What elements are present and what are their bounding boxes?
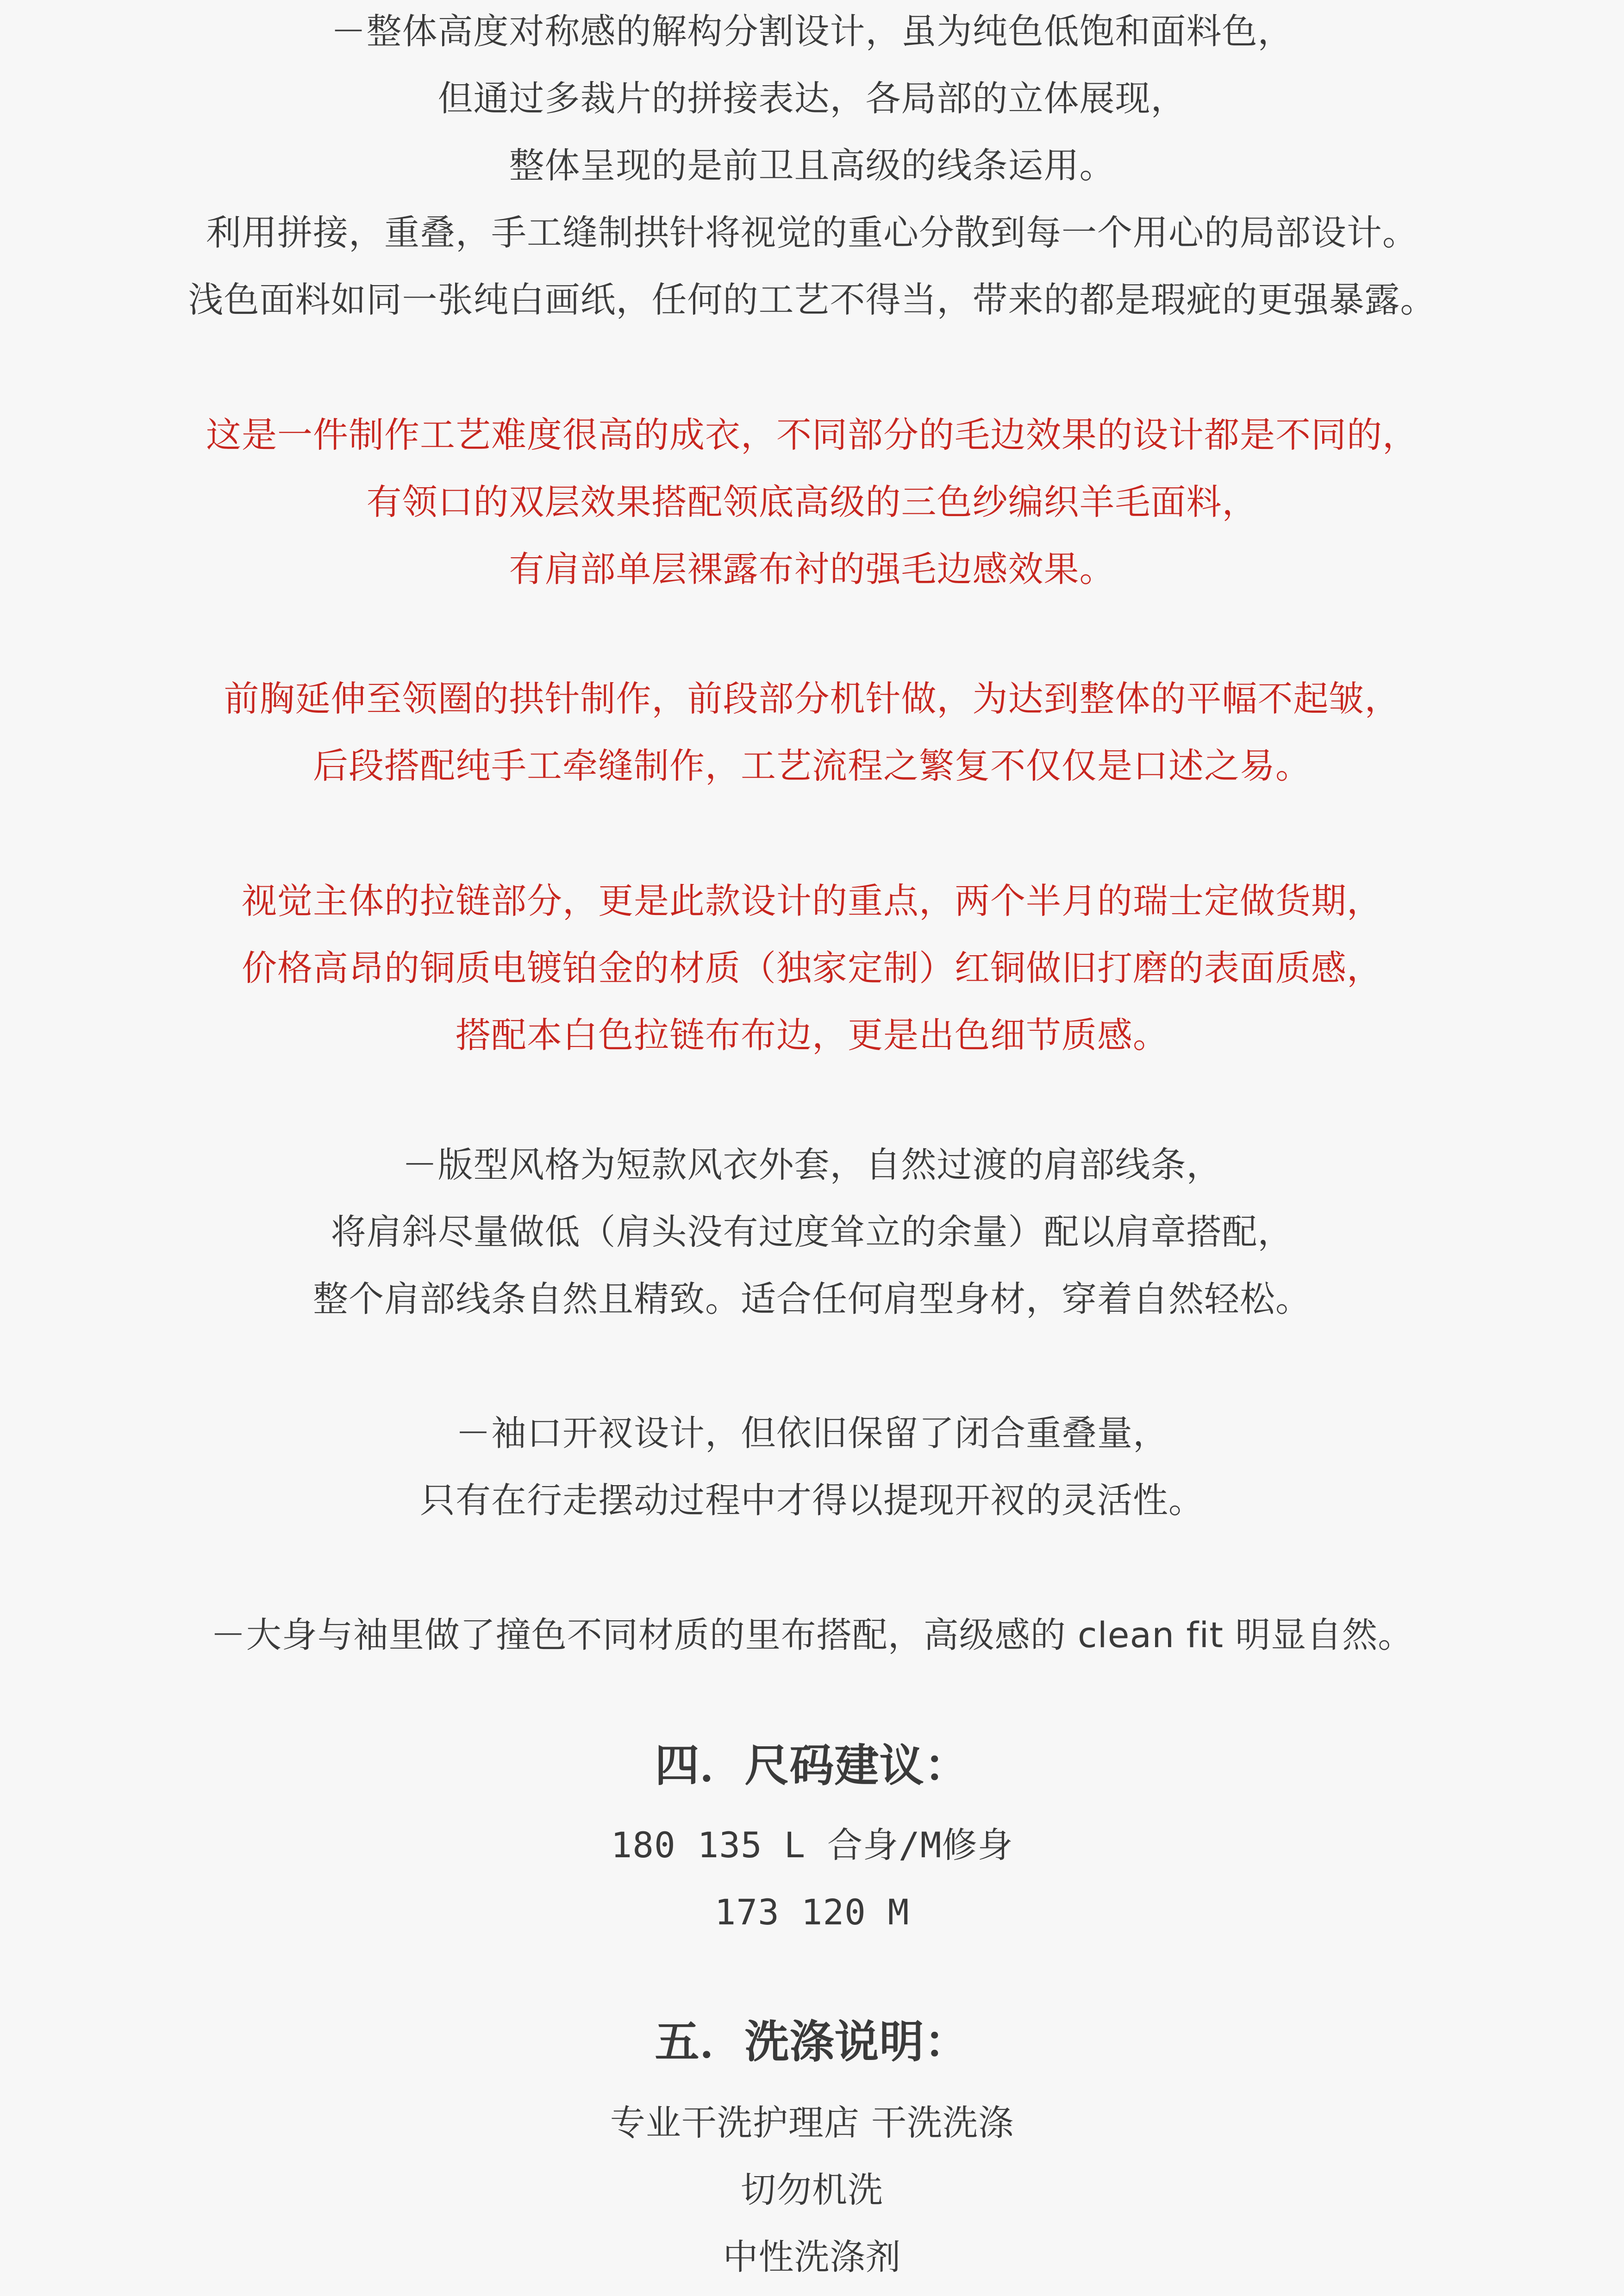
intro-line-2: 但通过多裁片的拼接表达，各局部的立体展现， <box>437 78 1187 119</box>
zipper-line-1: 视觉主体的拉链部分，更是此款设计的重点，两个半月的瑞士定做货期， <box>242 880 1382 921</box>
fit-line-2: 将肩斜尽量做低（肩头没有过度耸立的余量）配以肩章搭配， <box>331 1211 1293 1252</box>
intro-line-1: －整体高度对称感的解构分割设计，虽为纯色低饱和面料色， <box>331 11 1293 52</box>
intro-line-5: 浅色面料如同一张纯白画纸，任何的工艺不得当，带来的都是瑕疵的更强暴露。 <box>188 279 1436 320</box>
wash-row-2: 切勿机洗 <box>741 2169 883 2210</box>
size-row-2: 173 120 M <box>714 1892 910 1933</box>
intro-line-3: 整体呈现的是前卫且高级的线条运用。 <box>509 145 1115 186</box>
size-row-1: 180 135 L 合身/M修身 <box>611 1824 1013 1866</box>
craft-line-1: 这是一件制作工艺难度很高的成衣，不同部分的毛边效果的设计都是不同的， <box>206 414 1418 455</box>
size-section-title: 四．尺码建议： <box>655 1740 969 1792</box>
lining-line: －大身与袖里做了撞色不同材质的里布搭配，高级感的 clean fit 明显自然。 <box>210 1614 1414 1655</box>
craft-line-3: 有肩部单层裸露布衬的强毛边感效果。 <box>509 548 1115 590</box>
craft-line-2: 有领口的双层效果搭配领底高级的三色纱编织羊毛面料， <box>366 481 1258 523</box>
cuff-line-1: －袖口开衩设计，但依旧保留了闭合重叠量， <box>456 1412 1168 1454</box>
wash-row-1: 专业干洗护理店 干洗洗涤 <box>610 2102 1014 2143</box>
intro-line-4: 利用拼接，重叠，手工缝制拱针将视觉的重心分散到每一个用心的局部设计。 <box>206 212 1418 253</box>
zipper-line-2: 价格高昂的铜质电镀铂金的材质（独家定制）红铜做旧打磨的表面质感， <box>242 947 1382 989</box>
stitch-line-2: 后段搭配纯手工牵缝制作，工艺流程之繁复不仅仅是口述之易。 <box>313 745 1311 786</box>
fit-line-1: －版型风格为短款风衣外套，自然过渡的肩部线条， <box>402 1144 1222 1185</box>
wash-row-3: 中性洗涤剂 <box>723 2236 901 2277</box>
fit-line-3: 整个肩部线条自然且精致。适合任何肩型身材，穿着自然轻松。 <box>313 1278 1311 1319</box>
cuff-line-2: 只有在行走摆动过程中才得以提现开衩的灵活性。 <box>420 1480 1204 1521</box>
wash-section-title: 五．洗涤说明： <box>655 2016 969 2068</box>
stitch-line-1: 前胸延伸至领圈的拱针制作，前段部分机针做，为达到整体的平幅不起皱， <box>224 678 1400 719</box>
zipper-line-3: 搭配本白色拉链布布边，更是出色细节质感。 <box>456 1014 1168 1056</box>
